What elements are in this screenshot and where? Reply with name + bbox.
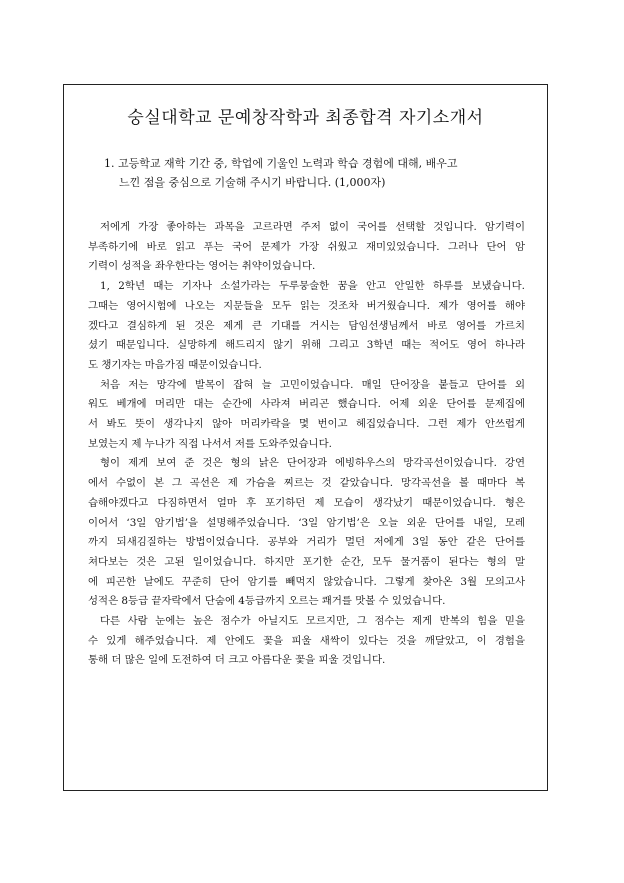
question-line: 느낀 점을 중심으로 기술해 주시기 바랍니다. (1,000자) [119, 176, 386, 189]
body-line: 성적은 8등급 끝자락에서 단숨에 4등급까지 오르는 쾌거를 맛볼 수 있었습니다. [88, 595, 446, 608]
body-line: 에서 수없이 본 그 곡선은 제 가슴을 찌르는 것 같았습니다. 망각곡선을 볼 때마다 복 [88, 477, 525, 490]
essay-question [104, 154, 524, 192]
question-line: 1. 고등학교 재학 기간 중, 학업에 기울인 노력과 학습 경험에 대해, 배우고 [104, 157, 458, 170]
body-line: 워도 베개에 머리만 대는 순간에 사라져 버리곤 했습니다. 어제 외운 단어를 문제집에 [88, 398, 525, 411]
body-line: 도 챙기자는 마음가짐 때문이었습니다. [88, 358, 262, 371]
document-title: 숭실대학교 문예창작학과 최종합격 자기소개서 [127, 108, 484, 128]
body-line: 까지 되새김질하는 방법이었습니다. 공부와 거리가 멀던 저에게 3일 동안 같은 단어를 [88, 536, 525, 549]
body-line: 처음 저는 망각에 발목이 잡혀 늘 고민이었습니다. 매일 단어장을 붙들고 단어를 외 [100, 378, 525, 391]
body-line: 1, 2학년 때는 기자나 소설가라는 두루뭉술한 꿈을 안고 안일한 하루를 보냈습니다. [100, 280, 525, 293]
body-line: 형이 제게 보여 준 것은 형의 낡은 단어장과 에빙하우스의 망각곡선이었습니다. 강연 [100, 457, 525, 470]
essay-body [88, 218, 525, 671]
body-line: 그때는 영어시험에 나오는 지문들을 모두 읽는 것조차 버거웠습니다. 제가 영어를 해야 [88, 299, 525, 312]
body-line: 보였는지 제 누나가 직접 나서서 저를 도와주었습니다. [88, 437, 332, 450]
body-line: 쳐다보는 것은 고된 일이었습니다. 하지만 포기한 순간, 모두 물거품이 된다는 형의 말 [88, 555, 525, 568]
body-line: 겠다고 결심하게 된 것은 제게 큰 기대를 거시는 담임선생님께서 바로 영어를 가르치 [88, 319, 525, 332]
essay-frame [63, 84, 548, 791]
body-line: 기력이 성적을 좌우한다는 영어는 취약이었습니다. [88, 260, 316, 273]
body-line: 서 봐도 뜻이 생각나지 않아 머리카락을 몇 번이고 헤집었습니다. 그런 제가 안쓰럽게 [88, 418, 525, 431]
body-line: 수 있게 해주었습니다. 제 안에도 꽃을 피울 새싹이 있다는 것을 깨달았고, 이 경험을 [88, 634, 525, 647]
body-line: 부족하기에 바로 읽고 푸는 국어 문제가 가장 쉬웠고 재미있었습니다. 그러나 단어 암 [88, 240, 525, 253]
body-line: 이어서 ‘3일 암기법’을 설명해주었습니다. ‘3일 암기법’은 오늘 외운 단어를 내일, 모레 [88, 516, 525, 529]
body-line: 습해야겠다고 다짐하면서 얼마 후 포기하던 제 모습이 생각났기 때문이었습니다. 형은 [88, 496, 525, 509]
body-line: 다른 사람 눈에는 높은 점수가 아닐지도 모르지만, 그 점수는 제게 반복의 힘을 믿을 [100, 615, 525, 628]
body-line: 에 피곤한 날에도 꾸준히 단어 암기를 빼먹지 않았습니다. 그렇게 찾아온 3월 모의고사 [88, 575, 525, 588]
body-line: 통해 더 많은 일에 도전하여 더 크고 아름다운 꽃을 피울 것입니다. [88, 654, 386, 667]
body-line: 셨기 때문입니다. 실망하게 해드리지 않기 위해 그리고 3학년 때는 적어도 영어 하나라 [88, 339, 525, 352]
body-line: 저에게 가장 좋아하는 과목을 고르라면 주저 없이 국어를 선택할 것입니다. 암기력이 [100, 221, 525, 233]
